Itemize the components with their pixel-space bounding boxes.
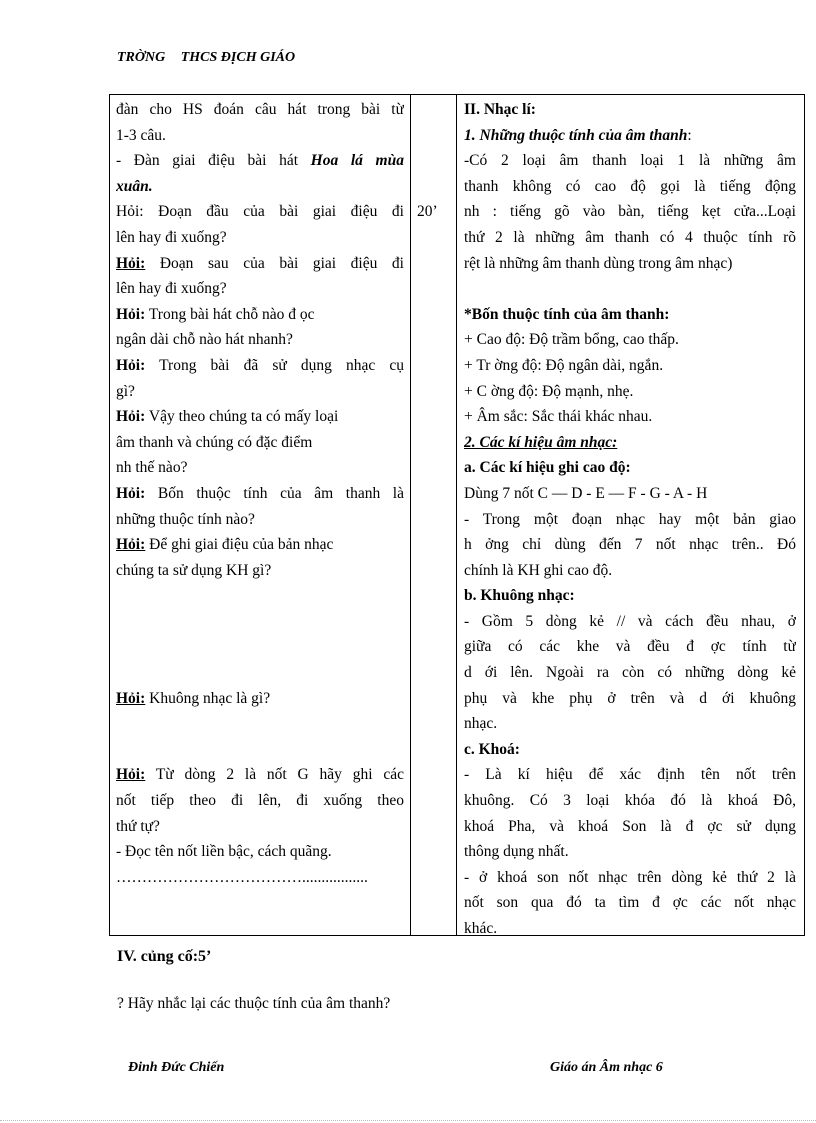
question-label: Hỏi:	[116, 484, 146, 502]
text-line: lên hay đi xuống?	[116, 228, 227, 246]
text-line	[116, 302, 404, 328]
text-line: nh thế nào?	[116, 459, 188, 477]
header-school-label: TRỜNG	[117, 50, 166, 65]
time-column	[411, 95, 457, 935]
text-run: :	[687, 126, 692, 144]
text-line: -Có 2 loại âm thanh loại 1 là những âm	[464, 152, 796, 170]
content-column	[457, 95, 804, 935]
text-line: những thuộc tính nào?	[116, 510, 255, 528]
header-school-name: THCS ĐỊCH GIÁO	[180, 50, 296, 65]
text-line: 1-3 câu.	[116, 126, 166, 144]
song-title: xuân.	[116, 177, 153, 195]
text-line: - Là kí hiệu để xác định tên nốt trên	[464, 766, 796, 784]
text-line: - ở khoá son nốt nhạc trên dòng kẻ thứ 2 là	[464, 868, 796, 886]
text-line	[116, 148, 404, 174]
text-line: thứ tự?	[116, 817, 160, 835]
subheading	[464, 123, 796, 149]
text-line: + Âm sắc: Sắc thái khác nhau.	[464, 408, 653, 426]
text-run: Đoạn sau của bài giai điệu đi	[145, 254, 404, 272]
text-line: - Gồm 5 dòng kẻ // và cách đều nhau, ở	[464, 612, 796, 630]
text-line: chính là KH ghi cao độ.	[464, 561, 613, 579]
text-line: chúng ta sử dụng KH gì?	[116, 561, 272, 579]
lesson-table	[109, 94, 805, 936]
text-run: Vậy theo chúng ta có mấy loại	[145, 408, 339, 426]
time-value: 20’	[417, 203, 438, 220]
dotted-line: ……………………………….................	[116, 868, 368, 886]
text-run: Từ dòng 2 là nốt G hãy ghi các	[145, 766, 404, 784]
text-line	[116, 404, 404, 430]
text-line: âm thanh và chúng có đặc điểm	[116, 433, 313, 451]
question-label: Hỏi:	[116, 356, 146, 374]
song-title: Hoa lá mùa	[310, 152, 404, 170]
text-line: d ới lên. Ngoài ra còn có những dòng kẻ	[464, 664, 796, 682]
page-bottom-divider	[0, 1120, 816, 1121]
text-line: ngân dài chỗ nào hát nhanh?	[116, 331, 293, 349]
review-question: ? Hãy nhắc lại các thuộc tính của âm thanh?	[117, 995, 391, 1012]
text-line: thứ 2 là những âm thanh có 4 thuộc tính rõ	[464, 228, 796, 246]
teacher-activity-column	[110, 95, 411, 935]
question-label: Hỏi:	[116, 689, 146, 707]
text-run: Để ghi giai điệu của bản nhạc	[145, 536, 334, 554]
text-line: nh : tiếng gõ vào bàn, tiếng kẹt cửa...Loại	[464, 203, 796, 221]
subheading: 2. Các kí hiệu âm nhạc:	[464, 433, 618, 451]
text-run: Khuông nhạc là gì?	[145, 689, 271, 707]
question-label: Hỏi:	[116, 254, 146, 272]
subheading: a. Các kí hiệu ghi cao độ:	[464, 459, 631, 477]
text-line: Hỏi: Đoạn đầu của bài giai điệu đi	[116, 203, 404, 221]
section-heading: IV. củng cố:5’	[117, 948, 212, 965]
text-line: Dùng 7 nốt C — D - E — F - G - A - H	[464, 484, 708, 502]
text-line: rệt là những âm thanh dùng trong âm nhạc)	[464, 254, 733, 272]
text-run: Trong bài hát chỗ nào đ ọc	[145, 305, 315, 323]
text-line: nhạc.	[464, 715, 498, 733]
text-line: khuông. Có 3 loại khóa đó là khoá Đô,	[464, 792, 796, 810]
footer-author: Đinh Đức Chiến	[128, 1060, 225, 1075]
footer-document-title: Giáo án Âm nhạc 6	[550, 1060, 663, 1075]
text-line	[116, 481, 404, 507]
subheading: b. Khuông nhạc:	[464, 587, 575, 605]
text-line	[116, 251, 404, 277]
text-line: khoá Pha, và khoá Son là đ ợc sử dụng	[464, 817, 796, 835]
text-line	[116, 353, 404, 379]
text-line	[116, 532, 404, 558]
text-line: - Trong một đoạn nhạc hay một bản giao	[464, 510, 796, 528]
text-line: h ởng chỉ dùng đến 7 nốt nhạc trên.. Đó	[464, 536, 796, 554]
text-line: giữa có các khe và đều đ ợc tính từ	[464, 638, 796, 656]
text-run: Bốn thuộc tính của âm thanh là	[145, 484, 404, 502]
text-line: đàn cho HS đoán câu hát trong bài từ	[116, 101, 404, 118]
text-line: khác.	[464, 920, 498, 937]
subheading: c. Khoá:	[464, 740, 520, 758]
question-label: Hỏi:	[116, 536, 146, 554]
text-line: gì?	[116, 382, 135, 400]
text-line: + Cao độ: Độ trầm bổng, cao thấp.	[464, 331, 679, 349]
text-line: phụ và khe phụ ở trên và d ới khuông	[464, 689, 796, 707]
text-line: - Đọc tên nốt liền bậc, cách quãng.	[116, 843, 332, 861]
subheading: *Bốn thuộc tính của âm thanh:	[464, 305, 670, 323]
question-label: Hỏi:	[116, 305, 146, 323]
text-line: + C ờng độ: Độ mạnh, nhẹ.	[464, 382, 634, 400]
text-run: Trong bài đã sử dụng nhạc cụ	[145, 356, 404, 374]
text-line: nốt son qua đó ta tìm đ ợc các nốt nhạc	[464, 894, 796, 912]
question-label: Hỏi:	[116, 408, 146, 426]
text-line	[116, 686, 404, 712]
text-line	[116, 762, 404, 788]
text-run: - Đàn giai điệu bài hát	[116, 152, 311, 170]
text-line: thông dụng nhất.	[464, 843, 569, 861]
subheading-text: 1. Những thuộc tính của âm thanh	[464, 126, 688, 144]
section-heading: II. Nhạc lí:	[464, 101, 536, 118]
text-line: lên hay đi xuống?	[116, 280, 227, 298]
page-header	[117, 50, 295, 66]
text-line: nốt tiếp theo đi lên, đi xuống theo	[116, 792, 404, 810]
text-line: + Tr ờng độ: Độ ngân dài, ngắn.	[464, 356, 664, 374]
text-line: thanh không có cao độ gọi là tiếng động	[464, 177, 796, 195]
question-label: Hỏi:	[116, 766, 146, 784]
